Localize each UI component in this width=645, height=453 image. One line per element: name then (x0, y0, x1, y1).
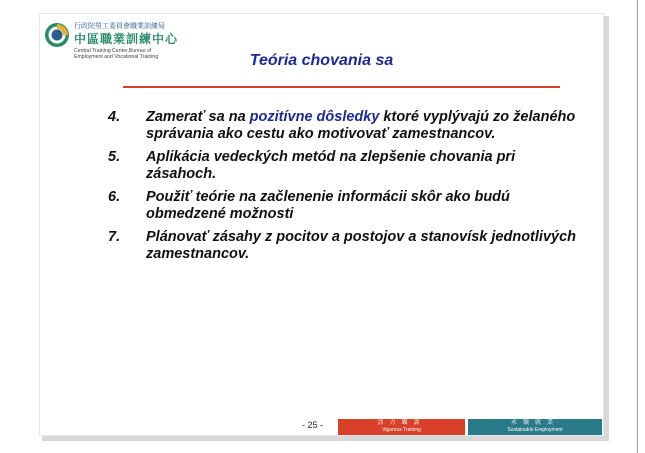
list-item-number: 6. (108, 189, 121, 205)
window-edge-line (637, 0, 638, 453)
logo-english-line-2: Employment and Vocational Training (74, 54, 159, 60)
list-item-text: Aplikácia vedeckých metód na zlepšenie chovania pri zásahoch. (146, 149, 516, 182)
list-item (108, 109, 578, 143)
slide-shadow-bottom (42, 435, 609, 441)
page-number: - 25 - (302, 420, 324, 430)
numbered-list (108, 109, 578, 269)
highlighted-phrase: pozitívne dôsledky (249, 109, 380, 125)
slide-title: Teória chovania sa (249, 52, 394, 69)
footer-banner-sustainable (468, 419, 602, 435)
logo-center-name: 中區職業訓練中心 (74, 32, 179, 46)
footer-banner-vigorous (338, 419, 465, 435)
footer-banner-vigorous-cn: 活力職訓 (377, 419, 426, 426)
list-item-number: 5. (108, 149, 121, 165)
footer-banner-sustainable-cn: 永續就業 (510, 419, 559, 426)
footer-banner-sustainable-en: Sustainable Employment (507, 427, 563, 433)
list-item-text-start: Zamerať sa na (146, 109, 250, 125)
logo-emblem-icon (44, 22, 70, 48)
footer-banner-vigorous-en: Vigorous Training (382, 427, 421, 433)
list-item-number: 4. (108, 109, 121, 125)
slide (40, 14, 603, 435)
title-underline (123, 86, 560, 88)
list-item-text-end: ktoré vyplývajú zo želaného správania ako cestu ako motivovať zamestnancov. (146, 109, 576, 142)
list-item-text: Plánovať zásahy z pocitov a postojov a stanovísk jednotlivých zamestnancov. (146, 229, 576, 262)
list-item-text: Použiť teórie na začlenenie informácii skôr ako budú obmedzené možnosti (146, 189, 510, 222)
logo-agency-name: 行政院勞工委員會職業訓練局 (74, 22, 165, 30)
slide-shadow-right (603, 16, 609, 437)
list-item (108, 149, 578, 183)
logo-english-line-1: Central Training Center,Bureau of (74, 48, 152, 54)
list-item (108, 229, 578, 263)
list-item (108, 189, 578, 223)
list-item-number: 7. (108, 229, 121, 245)
list-item-text (146, 109, 578, 143)
